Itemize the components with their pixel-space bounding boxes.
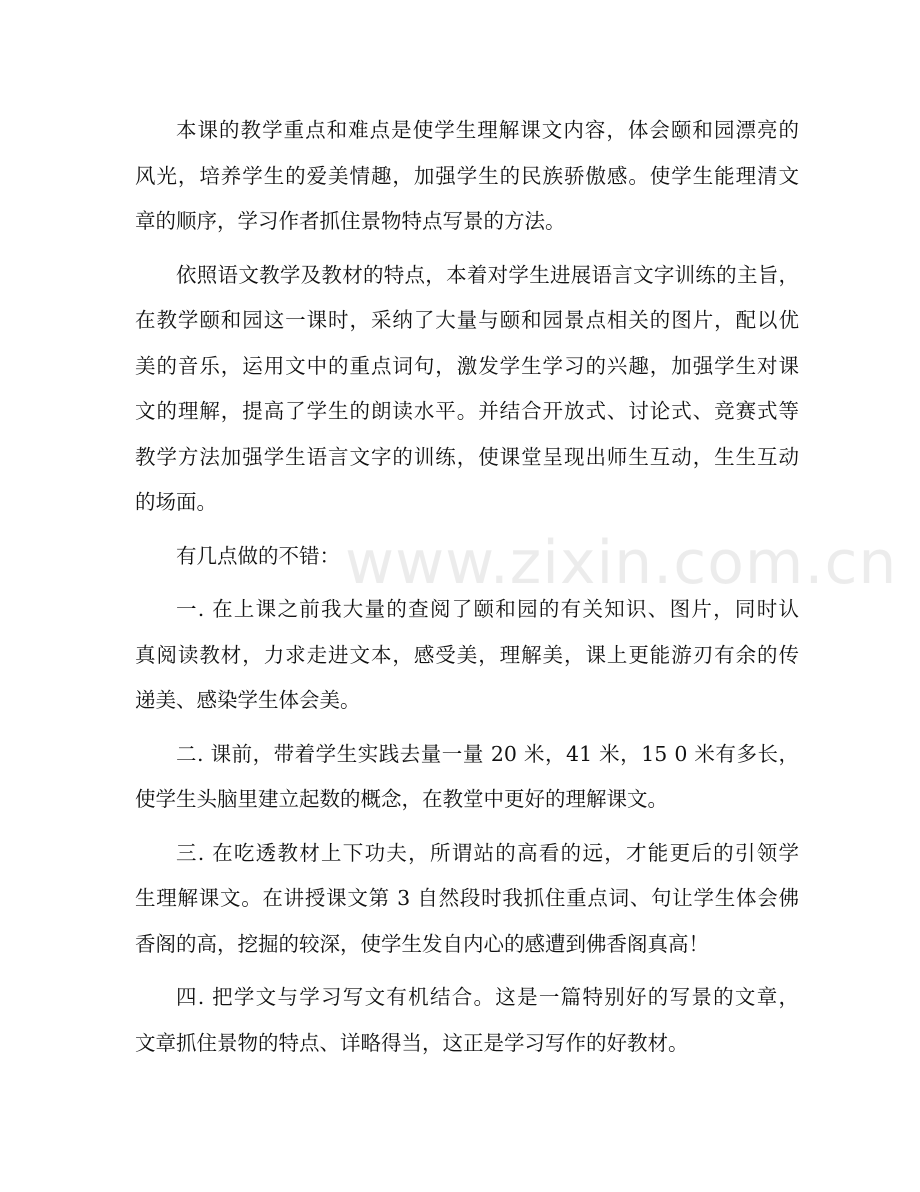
paragraph-5 [135, 732, 799, 823]
paragraph-3 [135, 534, 799, 580]
paragraph-1 [135, 108, 799, 245]
paragraph-line: 真阅读教材，力求走进文本，感受美，理解美，课上更能游刃有余的传 [135, 642, 799, 667]
paragraph-7 [135, 975, 799, 1066]
paragraph-line: 使学生头脑里建立起数的概念，在教堂中更好的理解课文。 [135, 787, 668, 811]
paragraph-line: 四. 把学文与学习写文有机结合。这是一篇特别好的写景的文章， [176, 985, 799, 1009]
paragraph-line: 在教学颐和园这一课时，采纳了大量与颐和园景点相关的图片，配以优 [135, 308, 799, 332]
paragraph-line: 二. 课前，带着学生实践去量一量 20 米，41 米，15 0 米有多长， [176, 741, 799, 766]
paragraph-4 [135, 587, 799, 724]
paragraph-line: 的场面。 [135, 490, 217, 514]
paragraph-line: 风光，培养学生的爱美情趣，加强学生的民族骄傲感。使学生能理清文 [135, 163, 799, 188]
paragraph-line: 有几点做的不错： [176, 543, 340, 568]
paragraph-line: 教学方法加强学生语言文字的训练，使课堂呈现出师生互动，生生互动 [135, 444, 799, 469]
paragraph-line: 三. 在吃透教材上下功夫，所谓站的高看的远，才能更后的引领学 [176, 840, 799, 865]
paragraph-line: 香阁的高，挖掘的较深，使学生发自内心的感遭到佛香阁真高！ [135, 931, 709, 956]
paragraph-line: 一. 在上课之前我大量的查阅了颐和园的有关知识、图片，同时认 [176, 597, 799, 621]
paragraph-line: 生理解课文。在讲授课文第 3 自然段时我抓住重点词、句让学生体会佛 [135, 886, 799, 910]
paragraph-line: 依照语文教学及教材的特点，本着对学生进展语言文字训练的主旨， [176, 262, 799, 287]
paragraph-line: 文的理解，提高了学生的朗读水平。并结合开放式、讨论式、竞赛式等 [135, 399, 799, 423]
paragraph-line: 美的音乐，运用文中的重点词句，激发学生学习的兴趣，加强学生对课 [135, 353, 799, 378]
paragraph-line: 递美、感染学生体会美。 [135, 688, 361, 712]
paragraph-line: 章的顺序，学习作者抓住景物特点写景的方法。 [135, 209, 566, 233]
paragraph-6 [135, 831, 799, 968]
paragraph-2 [135, 253, 799, 526]
document-body [135, 108, 799, 1066]
paragraph-line: 本课的教学重点和难点是使学生理解课文内容，体会颐和园漂亮的 [176, 118, 799, 142]
watermark: www.zixin.com.cn [345, 528, 898, 598]
paragraph-line: 文章抓住景物的特点、详略得当，这正是学习写作的好教材。 [135, 1030, 689, 1055]
